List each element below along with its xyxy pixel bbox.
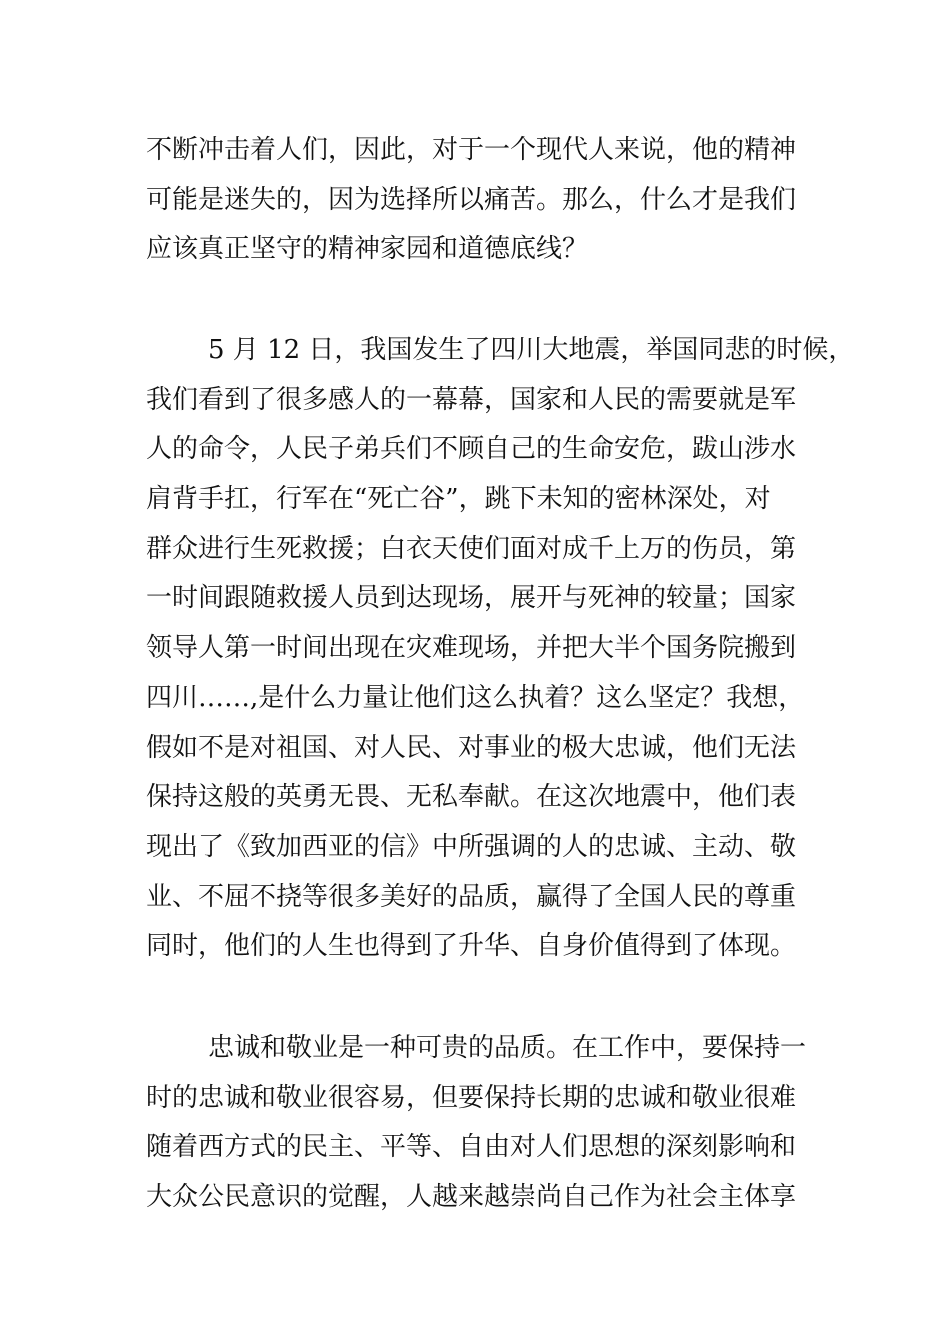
- paragraph-1: [146, 126, 826, 275]
- paragraph-3: [146, 1024, 826, 1223]
- text-line: 5 月 12 日，我国发生了四川大地震，举国同悲的时候，: [208, 335, 855, 365]
- text-line: 可能是迷失的，因为选择所以痛苦。那么，什么才是我们: [146, 184, 797, 215]
- text-line: 同时，他们的人生也得到了升华、自身价值得到了体现。: [146, 931, 797, 962]
- text-line: 忠诚和敬业是一种可贵的品质。在工作中，要保持一: [208, 1033, 807, 1063]
- text-line: 随着西方式的民主、平等、自由对人们思想的深刻影响和: [146, 1132, 797, 1163]
- text-line: 人的命令，人民子弟兵们不顾自己的生命安危，跋山涉水: [146, 434, 797, 465]
- text-line: 应该真正坚守的精神家园和道德底线？: [146, 234, 589, 265]
- text-line: 大众公民意识的觉醒，人越来越崇尚自己作为社会主体享: [146, 1182, 797, 1213]
- text-line: 保持这般的英勇无畏、无私奉献。在这次地震中，他们表: [146, 782, 797, 813]
- paragraph-2: [146, 326, 855, 972]
- text-line: 肩背手扛，行军在“死亡谷”，跳下未知的密林深处，对: [146, 484, 771, 515]
- text-line: 假如不是对祖国、对人民、对事业的极大忠诚，他们无法: [146, 732, 797, 763]
- text-line: 不断冲击着人们，因此，对于一个现代人来说，他的精神: [146, 135, 797, 165]
- text-line: 我们看到了很多感人的一幕幕，国家和人民的需要就是军: [146, 384, 797, 415]
- text-line: 现出了《致加西亚的信》中所强调的人的忠诚、主动、敬: [146, 831, 797, 862]
- text-line: 四川……,是什么力量让他们这么执着？这么坚定？我想，: [146, 682, 805, 713]
- text-line: 群众进行生死救援；白衣天使们面对成千上万的伤员，第: [146, 533, 797, 564]
- text-line: 一时间跟随救援人员到达现场，展开与死神的较量；国家: [146, 583, 797, 614]
- text-line: 时的忠诚和敬业很容易，但要保持长期的忠诚和敬业很难: [146, 1082, 797, 1113]
- text-line: 领导人第一时间出现在灾难现场，并把大半个国务院搬到: [146, 633, 797, 664]
- text-line: 业、不屈不挠等很多美好的品质，赢得了全国人民的尊重: [146, 881, 797, 912]
